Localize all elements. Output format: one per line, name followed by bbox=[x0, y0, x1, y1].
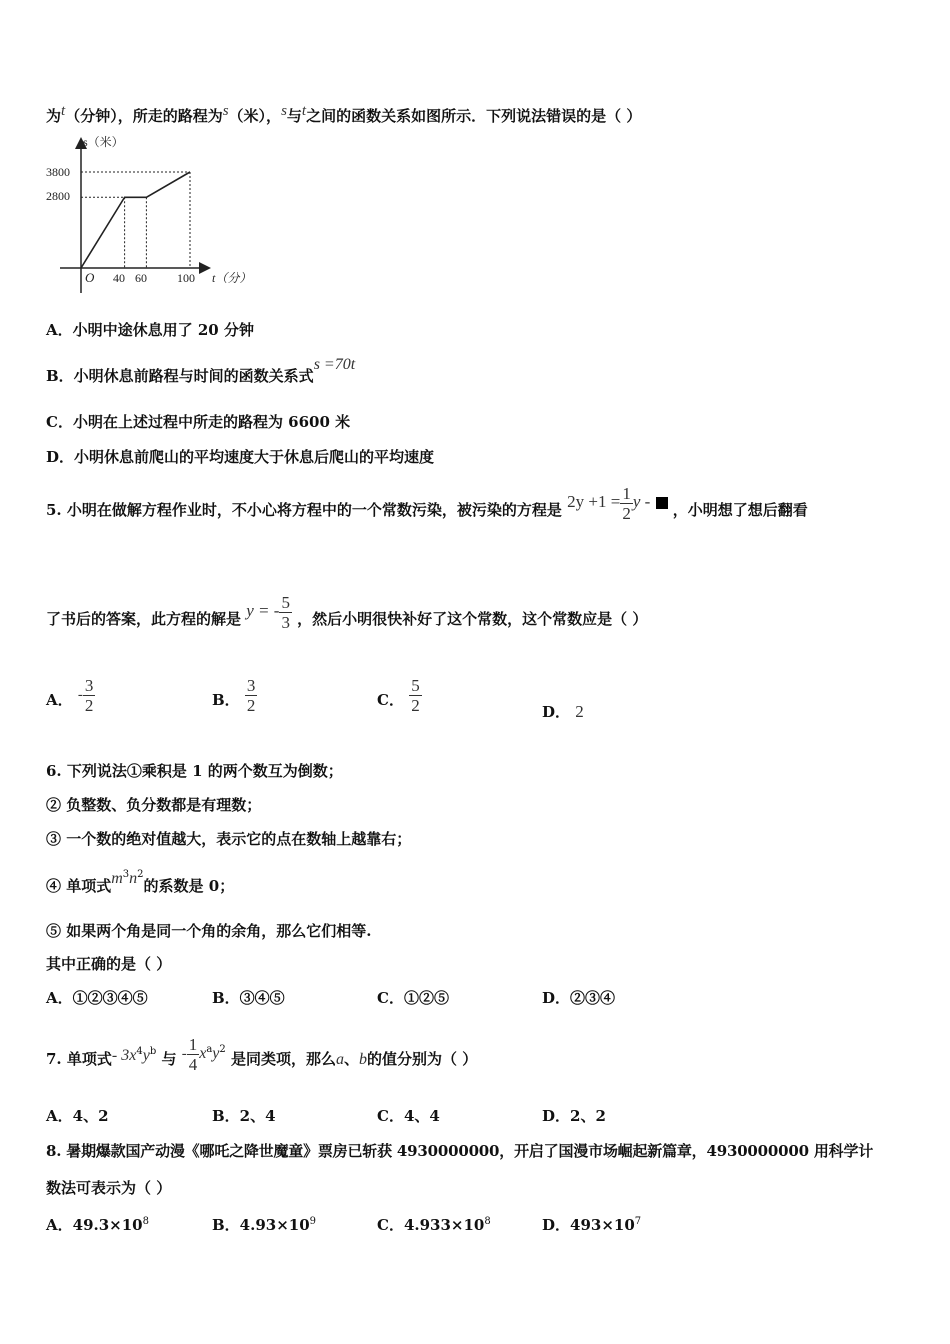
q6-ask: 其中正确的是（ ） bbox=[46, 955, 172, 973]
q5-opt-c-num: 5 bbox=[411, 675, 420, 695]
q7-mono2-exp2: 2 bbox=[219, 1044, 226, 1055]
q7-stem-2: 与 bbox=[161, 1050, 177, 1068]
q6-option-c: C．①②⑤ bbox=[377, 989, 449, 1007]
q6-mono-n: n bbox=[129, 870, 138, 887]
q5-opt-b-label: B． bbox=[212, 691, 240, 709]
q8-option-b bbox=[212, 1212, 316, 1235]
q7-mono1: - 3x bbox=[111, 1047, 137, 1064]
x-tick-label-40: 40 bbox=[113, 271, 125, 285]
q8-option-c bbox=[377, 1212, 491, 1235]
q7-stem-1: 7. 单项式 bbox=[46, 1050, 112, 1068]
q7-stem-4: 的值分别为（ ） bbox=[367, 1050, 478, 1068]
q6-statement-4 bbox=[46, 869, 235, 897]
q4-graph bbox=[40, 128, 270, 300]
q4-stem bbox=[46, 101, 641, 126]
q8-opt-d-exp: 7 bbox=[634, 1216, 642, 1227]
q5-option-c bbox=[377, 675, 422, 722]
q7-mono2-x: x bbox=[199, 1045, 207, 1062]
q6-option-d: D．②③④ bbox=[542, 989, 616, 1007]
q5-sol-den: 3 bbox=[281, 612, 290, 632]
q4-option-c: C．小明在上述过程中所走的路程为 6600 米 bbox=[46, 413, 351, 431]
q4-option-d: D．小明休息前爬山的平均速度大于休息后爬山的平均速度 bbox=[46, 448, 435, 466]
q6-s4-suffix: 的系数是 0； bbox=[143, 877, 235, 895]
q4-stem-4: 之间的函数关系如图所示．下列说法错误的是（ ） bbox=[306, 107, 642, 125]
q5-option-b bbox=[212, 675, 257, 722]
q4-option-b bbox=[46, 356, 356, 387]
q6-statement-2: ② 负整数、负分数都是有理数； bbox=[46, 796, 262, 814]
q4-option-b-text: B．小明休息前路程与时间的函数关系式 bbox=[46, 367, 314, 385]
q8-opt-a-text: A．49.3×10 bbox=[46, 1216, 143, 1234]
q5-opt-a-sign: - bbox=[77, 687, 83, 703]
q5-opt-b-den: 2 bbox=[246, 695, 256, 715]
q5-stem-3: 了书后的答案，此方程的解是 bbox=[46, 610, 242, 628]
q5-stem-2: ，小明想了想后翻看 bbox=[672, 501, 808, 519]
q5-eq-frac-den: 2 bbox=[622, 503, 631, 523]
q7-option-d: D．2、2 bbox=[542, 1107, 606, 1125]
q7-mono1-exp2: b bbox=[149, 1046, 157, 1057]
q7-mono2-num: 1 bbox=[188, 1034, 198, 1054]
smudge-block bbox=[656, 497, 668, 509]
q5-opt-c-den: 2 bbox=[411, 695, 420, 715]
q7-stem bbox=[46, 1024, 477, 1092]
q5-sol-num: 5 bbox=[281, 592, 290, 612]
x-tick-label-100: 100 bbox=[177, 271, 195, 285]
q8-opt-a-exp: 8 bbox=[142, 1216, 149, 1227]
q6-statement-3: ③ 一个数的绝对值越大，表示它的点在数轴上越靠右； bbox=[46, 830, 412, 848]
q8-stem-2: 数法可表示为（ ） bbox=[46, 1179, 172, 1197]
q8-opt-c-text: C．4.933×10 bbox=[377, 1216, 485, 1234]
y-axis-label: s（米） bbox=[83, 135, 124, 149]
q7-monomial-2 bbox=[181, 1034, 226, 1074]
q7-monomial-1 bbox=[112, 1046, 156, 1064]
q5-eq-right: y - bbox=[632, 492, 651, 511]
q7-sep: 、 bbox=[344, 1050, 360, 1068]
q7-mono2-den: 4 bbox=[188, 1054, 198, 1074]
q4-stem-1: （分钟），所走的路程为 bbox=[65, 107, 223, 125]
q5-option-d bbox=[542, 690, 584, 734]
q6-s4-prefix: ④ 单项式 bbox=[46, 877, 112, 895]
q5-opt-b-fraction bbox=[245, 676, 258, 715]
q8-stem-1: 8. 暑期爆款国产动漫《哪吒之降世魔童》票房已斩获 4930000000，开启了国漫市场崛起新篇章，4930000000 用科学计 bbox=[46, 1142, 874, 1160]
q4-stem-2: （米）， bbox=[228, 107, 282, 125]
q7-option-a: A．4、2 bbox=[46, 1107, 109, 1125]
q7-var-a: a bbox=[336, 1051, 345, 1068]
q7-option-b: B．2、4 bbox=[212, 1107, 276, 1125]
q7-stem-3: 是同类项，那么 bbox=[231, 1050, 337, 1068]
q8-option-a bbox=[46, 1212, 149, 1235]
q5-eq-left: 2y +1 = bbox=[567, 492, 621, 511]
q5-opt-a-num: 3 bbox=[84, 675, 94, 695]
q8-option-d bbox=[542, 1212, 641, 1235]
q6-statement-5: ⑤ 如果两个角是同一个角的余角，那么它们相等. bbox=[46, 922, 372, 940]
q6-mono-m-exp: 3 bbox=[122, 869, 130, 880]
x-axis-label: t（分） bbox=[212, 271, 252, 285]
q5-stem-line2 bbox=[46, 592, 648, 643]
q5-opt-a-fraction bbox=[83, 676, 96, 715]
q5-stem-line1 bbox=[46, 483, 808, 534]
q4-option-a: A．小明中途休息用了 20 分钟 bbox=[46, 321, 254, 339]
q6-mono-m: m bbox=[111, 870, 123, 887]
q5-stem-1: 5. 小明在做解方程作业时，不小心将方程中的一个常数污染，被污染的方程是 bbox=[46, 501, 562, 519]
q5-eq-fraction bbox=[620, 484, 633, 523]
q4-option-b-formula: s =70t bbox=[313, 356, 356, 373]
q4-stem-prefix: 为 bbox=[46, 107, 62, 125]
q5-eq-frac-num: 1 bbox=[622, 483, 631, 503]
q6-monomial bbox=[111, 869, 143, 887]
distance-time-line bbox=[81, 172, 190, 268]
q7-mono1-y: y bbox=[142, 1047, 150, 1064]
q5-opt-c-label: C． bbox=[377, 691, 404, 709]
q7-option-c: C．4、4 bbox=[377, 1107, 440, 1125]
q6-option-b: B．③④⑤ bbox=[212, 989, 285, 1007]
q5-opt-a-den: 2 bbox=[84, 695, 94, 715]
q5-sol-fraction bbox=[279, 593, 292, 632]
y-tick-label-2800: 2800 bbox=[46, 189, 70, 203]
q5-sol-left: y = - bbox=[246, 601, 280, 620]
q4-stem-3: 与 bbox=[286, 107, 302, 125]
q6-stem: 6. 下列说法①乘积是 1 的两个数互为倒数； bbox=[46, 762, 343, 780]
q7-mono2-y: y bbox=[212, 1045, 220, 1062]
q5-opt-d-label: D． bbox=[542, 703, 571, 721]
y-tick-label-3800: 3800 bbox=[46, 165, 70, 179]
origin-label: O bbox=[85, 270, 95, 285]
var-s: s bbox=[222, 103, 229, 119]
x-tick-label-60: 60 bbox=[135, 271, 147, 285]
q6-mono-n-exp: 2 bbox=[137, 869, 144, 880]
q8-opt-b-text: B．4.93×10 bbox=[212, 1216, 310, 1234]
q8-opt-c-exp: 8 bbox=[484, 1216, 491, 1227]
q7-mono2-sign: - bbox=[181, 1046, 187, 1062]
var-s-2: s bbox=[281, 103, 287, 119]
q8-opt-b-exp: 9 bbox=[309, 1216, 317, 1227]
q7-var-b: b bbox=[359, 1051, 368, 1068]
q5-stem-4: ，然后小明很快补好了这个常数，这个常数应是（ ） bbox=[297, 610, 648, 628]
q7-mono2-fraction bbox=[187, 1035, 200, 1074]
q5-opt-d-value: 2 bbox=[575, 702, 584, 721]
q5-option-a bbox=[46, 675, 95, 723]
q5-opt-b-num: 3 bbox=[246, 675, 256, 695]
q5-opt-a-label: A． bbox=[46, 691, 73, 709]
q7-mono1-exp1: 4 bbox=[136, 1046, 143, 1057]
var-t: t bbox=[61, 103, 66, 119]
q5-opt-c-fraction bbox=[409, 676, 422, 715]
q8-opt-d-text: D．493×10 bbox=[542, 1216, 635, 1234]
var-t-2: t bbox=[301, 103, 307, 119]
q6-option-a: A．①②③④⑤ bbox=[46, 989, 148, 1007]
q7-mono2-exp1: a bbox=[206, 1044, 213, 1055]
